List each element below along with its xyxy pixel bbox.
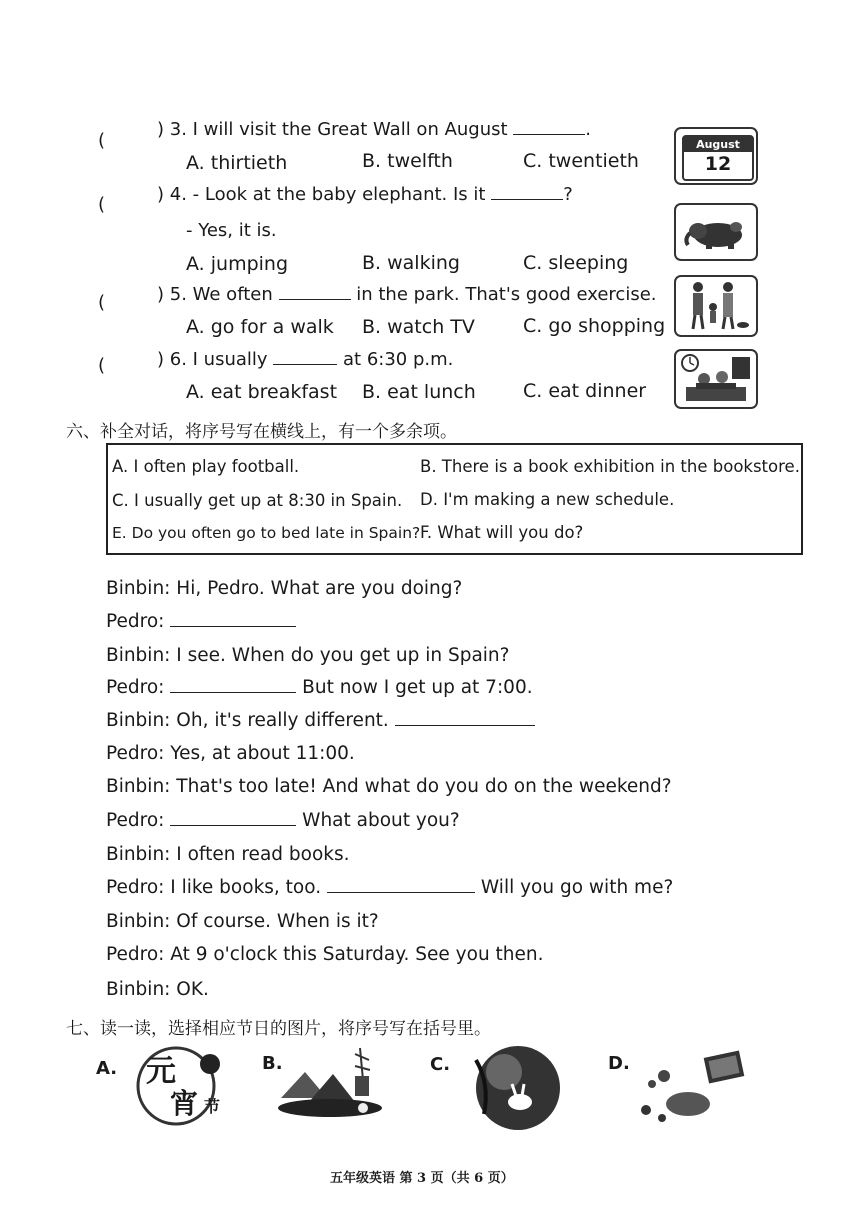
dialogue-line: Pedro: — [106, 611, 296, 632]
dialogue-line: Pedro: Yes, at about 11:00. — [106, 743, 355, 764]
box-option-c: C. I usually get up at 8:30 in Spain. — [112, 491, 403, 510]
answer-paren: ( — [98, 194, 106, 215]
question-5-stem: ) 5. We often in the park. That's good exercise. — [157, 284, 657, 305]
answer-blank[interactable] — [170, 824, 296, 826]
dinner-picture — [674, 349, 758, 409]
festival-food-icon — [628, 1040, 752, 1132]
option-a: A. thirtieth — [186, 152, 288, 174]
lantern-char-2: 宵 — [170, 1087, 199, 1120]
family-walk-picture — [674, 275, 758, 337]
answer-blank[interactable] — [273, 363, 337, 365]
option-b: B. twelfth — [362, 150, 453, 172]
baby-elephant-picture — [674, 203, 758, 261]
picture-label-d: D. — [608, 1053, 630, 1074]
option-b: B. eat lunch — [362, 381, 476, 403]
dialogue-line: Binbin: OK. — [106, 979, 209, 1000]
lantern-festival-picture — [132, 1040, 228, 1130]
question-4-stem: ) 4. - Look at the baby elephant. Is it ? — [157, 184, 573, 205]
option-b: B. walking — [362, 252, 460, 274]
picture-label-c: C. — [430, 1054, 451, 1075]
option-c: C. go shopping — [523, 315, 666, 337]
family-walking-icon — [676, 277, 756, 335]
calendar-day: 12 — [704, 153, 732, 175]
moon-rabbit-icon — [466, 1040, 566, 1132]
option-a: A. go for a walk — [186, 316, 334, 338]
box-option-a: A. I often play football. — [112, 457, 300, 476]
dialogue-line: Binbin: Hi, Pedro. What are you doing? — [106, 578, 463, 599]
dialogue-line: Pedro: At 9 o'clock this Saturday. See you then. — [106, 944, 544, 965]
answer-blank[interactable] — [395, 724, 535, 726]
option-a: A. eat breakfast — [186, 381, 338, 403]
option-c: C. eat dinner — [523, 380, 647, 402]
answer-blank[interactable] — [327, 891, 475, 893]
spring-festival-picture — [628, 1040, 752, 1132]
calendar-picture — [674, 127, 758, 185]
option-b: B. watch TV — [362, 316, 475, 338]
answer-blank[interactable] — [491, 198, 563, 200]
picture-label-b: B. — [262, 1053, 283, 1074]
dialogue-line: Binbin: I see. When do you get up in Spain? — [106, 645, 510, 666]
section-7-heading: 七、读一读，选择相应节日的图片，将序号写在括号里。 — [66, 1019, 491, 1039]
dragon-boat-festival-picture — [275, 1040, 390, 1122]
calendar-icon — [682, 135, 754, 181]
answer-blank[interactable] — [170, 691, 296, 693]
answer-paren: ( — [98, 130, 106, 151]
dialogue-line: Pedro: I like books, too. Will you go with me? — [106, 877, 674, 898]
section-6-heading: 六、补全对话，将序号写在横线上，有一个多余项。 — [66, 422, 457, 442]
dialogue-line: Binbin: That's too late! And what do you do on the weekend? — [106, 776, 672, 797]
dialogue-line: Binbin: Oh, it's really different. — [106, 710, 535, 731]
box-option-e: E. Do you often go to bed late in Spain? — [112, 524, 421, 542]
lantern-char-1: 元 — [146, 1054, 176, 1089]
lantern-char-3: 节 — [204, 1097, 221, 1116]
answer-paren: ( — [98, 355, 106, 376]
sleeping-elephant-icon — [676, 205, 756, 259]
mid-autumn-festival-picture — [466, 1040, 566, 1132]
dialogue-line: Binbin: I often read books. — [106, 844, 350, 865]
box-option-f: F. What will you do? — [420, 523, 584, 542]
box-option-b: B. There is a book exhibition in the bookstore. — [420, 457, 800, 476]
question-3-stem: ) 3. I will visit the Great Wall on August . — [157, 119, 592, 140]
question-4-reply: - Yes, it is. — [186, 220, 277, 241]
calendar-month: August — [684, 137, 752, 152]
answer-paren: ( — [98, 292, 106, 313]
box-option-d: D. I'm making a new schedule. — [420, 490, 675, 509]
family-dinner-icon — [676, 351, 756, 407]
answer-blank[interactable] — [513, 133, 585, 135]
page-footer: 五年级英语 第 3 页（共 6 页） — [330, 1171, 514, 1186]
dialogue-line: Binbin: Of course. When is it? — [106, 911, 379, 932]
answer-blank[interactable] — [170, 625, 296, 627]
option-a: A. jumping — [186, 253, 289, 275]
answer-blank[interactable] — [279, 298, 351, 300]
picture-label-a: A. — [96, 1058, 118, 1079]
option-c: C. sleeping — [523, 252, 629, 274]
dialogue-line: Pedro: But now I get up at 7:00. — [106, 677, 533, 698]
question-6-stem: ) 6. I usually at 6:30 p.m. — [157, 349, 454, 370]
option-c: C. twentieth — [523, 150, 639, 172]
zongzi-icon — [275, 1040, 390, 1122]
dialogue-line: Pedro: What about you? — [106, 810, 460, 831]
